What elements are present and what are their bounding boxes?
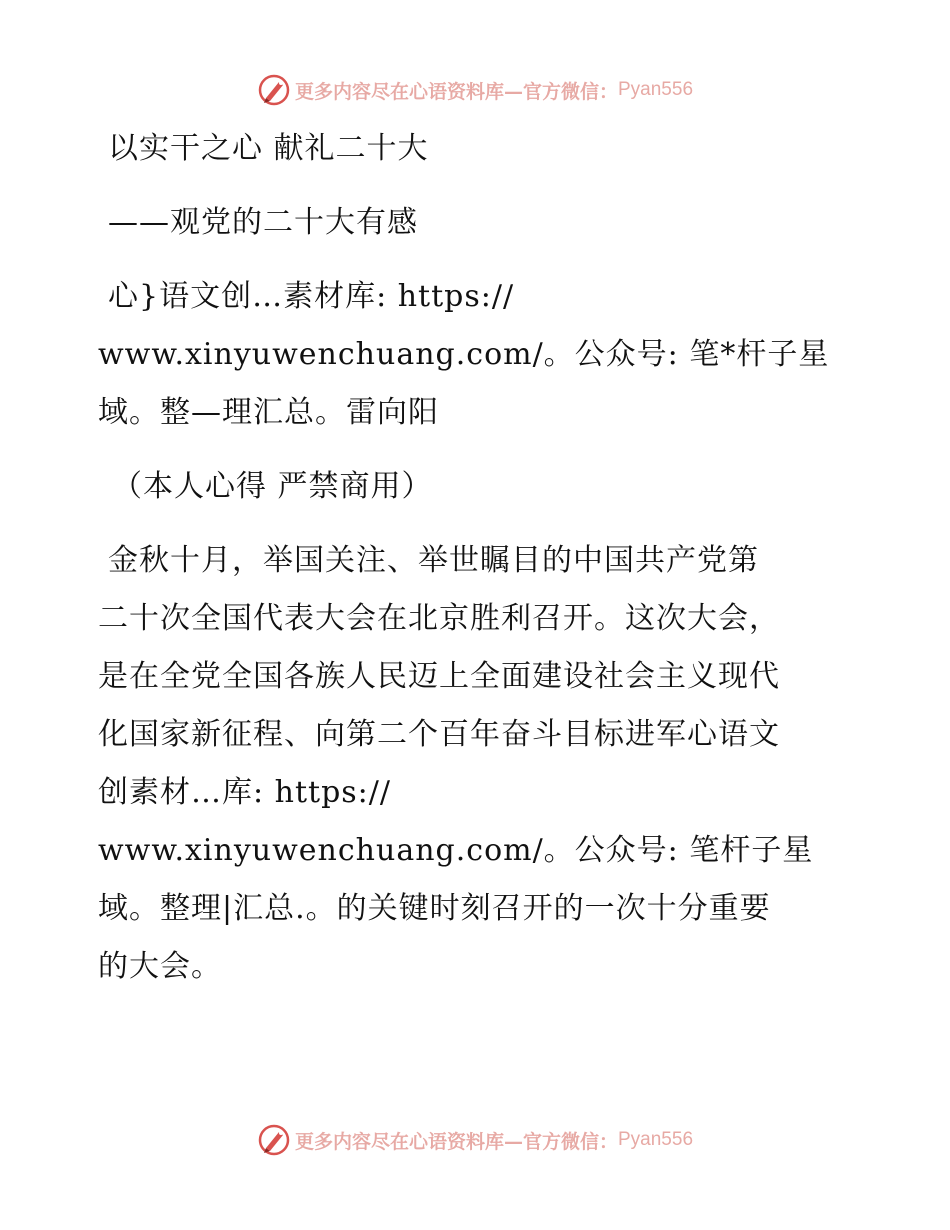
source-line: 心}语文创…素材库: https:// [108,279,515,314]
banner-wechat-id: Pyan556 [618,79,694,100]
banner-text: 更多内容尽在心语资料库—官方微信： [294,80,618,103]
document-body [98,120,858,996]
pen-logo-icon [257,73,291,107]
doc-subtitle: ——观党的二十大有感 [108,205,418,240]
banner-text: 更多内容尽在心语资料库—官方微信： [294,1130,618,1153]
usage-note: （本人心得 严禁商用） [112,469,433,504]
paragraph-line: 二十次全国代表大会在北京胜利召开。这次大会， [98,601,780,636]
footer-banner [0,1120,950,1160]
doc-title: 以实干之心 献礼二十大 [108,131,429,166]
banner-wechat-id: Pyan556 [618,1129,694,1150]
source-line: 域。整—理汇总。雷向阳 [98,395,439,430]
paragraph-line: www.xinyuwenchuang.com/。公众号: 笔杆子星 [98,833,814,868]
pen-logo-icon [257,1123,291,1157]
paragraph-line: 是在全党全国各族人民迈上全面建设社会主义现代 [98,659,780,694]
paragraph-line: 的大会。 [98,949,222,984]
paragraph-line: 金秋十月，举国关注、举世瞩目的中国共产党第 [108,543,759,578]
header-banner [0,70,950,110]
source-line: www.xinyuwenchuang.com/。公众号: 笔*杆子星 [98,337,830,372]
paragraph-line: 域。整理|汇总.。的关键时刻召开的一次十分重要 [98,891,771,926]
paragraph-line: 创素材…库: https:// [98,775,391,810]
paragraph-line: 化国家新征程、向第二个百年奋斗目标进军心语文 [98,717,780,752]
